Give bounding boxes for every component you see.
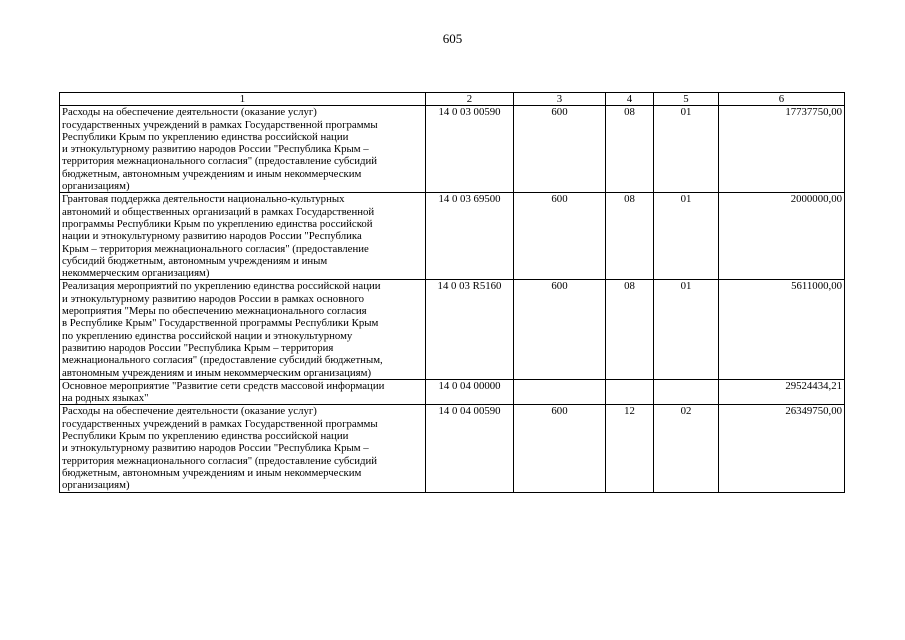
description-line: субсидий бюджетным, автономным учреждениям и иным bbox=[62, 254, 328, 267]
table-row bbox=[60, 379, 845, 405]
description-line: развитию народов России "Республика Крым – территория bbox=[62, 341, 334, 354]
row-col3 bbox=[514, 379, 606, 405]
description-line: мероприятия "Меры по обеспечению межнационального согласия bbox=[62, 305, 367, 318]
description-line: Крым – территория межнационального согласия" (предоставление bbox=[62, 242, 369, 255]
row-description bbox=[60, 379, 426, 405]
row-code: 14 0 03 R5160 bbox=[426, 280, 514, 379]
description-line: государственных учреждений в рамках Государственной программы bbox=[62, 118, 378, 131]
row-description bbox=[60, 405, 426, 492]
row-description bbox=[60, 193, 426, 280]
description-line: организациям) bbox=[62, 479, 130, 492]
column-header-5: 5 bbox=[654, 93, 719, 106]
row-col3: 600 bbox=[514, 405, 606, 492]
description-line: Расходы на обеспечение деятельности (оказание услуг) bbox=[62, 405, 317, 418]
description-line: бюджетным, автономным учреждениям и иным некоммерческим bbox=[62, 466, 362, 479]
description-line: Основное мероприятие "Развитие сети средств массовой информации bbox=[62, 379, 385, 392]
table-row bbox=[60, 405, 845, 492]
table-header-row bbox=[60, 93, 845, 106]
description-line: некоммерческим организациям) bbox=[62, 267, 210, 280]
table-row bbox=[60, 280, 845, 379]
row-amount: 17737750,00 bbox=[719, 106, 845, 193]
row-col5 bbox=[654, 379, 719, 405]
description-line: территория межнационального согласия" (предоставление субсидий bbox=[62, 454, 378, 467]
description-line: нации и этнокультурному развитию народов России "Республика bbox=[62, 230, 362, 243]
row-description bbox=[60, 280, 426, 379]
description-line: межнационального согласия" (предоставление субсидий бюджетным, bbox=[62, 354, 383, 367]
row-col4: 08 bbox=[606, 106, 654, 193]
row-amount: 5611000,00 bbox=[719, 280, 845, 379]
description-line: Республики Крым по укреплению единства российской нации bbox=[62, 430, 349, 443]
row-col5: 01 bbox=[654, 280, 719, 379]
description-line: и этнокультурному развитию народов России "Республика Крым – bbox=[62, 442, 369, 455]
description-line: Реализация мероприятий по укреплению единства российской нации bbox=[62, 280, 381, 293]
row-col4: 12 bbox=[606, 405, 654, 492]
column-header-2: 2 bbox=[426, 93, 514, 106]
description-line: и этнокультурному развитию народов России в рамках основного bbox=[62, 292, 365, 305]
row-col3: 600 bbox=[514, 280, 606, 379]
description-line: по укреплению единства российской нации и этнокультурному bbox=[62, 329, 353, 342]
description-line: автономным учреждениям и иным некоммерческим организациям) bbox=[62, 366, 372, 379]
row-code: 14 0 04 00000 bbox=[426, 379, 514, 405]
description-line: Республики Крым по укреплению единства российской нации bbox=[62, 130, 349, 143]
description-line: в Республике Крым" Государственной программы Республики Крым bbox=[62, 317, 379, 330]
description-line: Грантовая поддержка деятельности национально-культурных bbox=[62, 193, 345, 206]
column-header-1: 1 bbox=[60, 93, 426, 106]
description-line: организациям) bbox=[62, 180, 130, 193]
row-col4 bbox=[606, 379, 654, 405]
row-description bbox=[60, 106, 426, 193]
row-col3: 600 bbox=[514, 193, 606, 280]
column-header-6: 6 bbox=[719, 93, 845, 106]
row-col5: 02 bbox=[654, 405, 719, 492]
description-line: государственных учреждений в рамках Государственной программы bbox=[62, 417, 378, 430]
row-amount: 2000000,00 bbox=[719, 193, 845, 280]
description-line: программы Республики Крым по укреплению единства российской bbox=[62, 217, 373, 230]
row-code: 14 0 03 00590 bbox=[426, 106, 514, 193]
row-amount: 29524434,21 bbox=[719, 379, 845, 405]
row-col3: 600 bbox=[514, 106, 606, 193]
row-col4: 08 bbox=[606, 193, 654, 280]
budget-table bbox=[59, 92, 845, 493]
row-amount: 26349750,00 bbox=[719, 405, 845, 492]
row-col5: 01 bbox=[654, 193, 719, 280]
description-line: на родных языках" bbox=[62, 392, 149, 405]
column-header-3: 3 bbox=[514, 93, 606, 106]
description-line: Расходы на обеспечение деятельности (оказание услуг) bbox=[62, 106, 317, 119]
row-code: 14 0 03 69500 bbox=[426, 193, 514, 280]
table-row bbox=[60, 193, 845, 280]
description-line: и этнокультурному развитию народов России "Республика Крым – bbox=[62, 143, 369, 156]
row-col4: 08 bbox=[606, 280, 654, 379]
table-row bbox=[60, 106, 845, 193]
row-code: 14 0 04 00590 bbox=[426, 405, 514, 492]
description-line: бюджетным, автономным учреждениям и иным некоммерческим bbox=[62, 167, 362, 180]
page-number: 605 bbox=[442, 31, 463, 46]
row-col5: 01 bbox=[654, 106, 719, 193]
description-line: территория межнационального согласия" (предоставление субсидий bbox=[62, 155, 378, 168]
column-header-4: 4 bbox=[606, 93, 654, 106]
description-line: автономий и общественных организаций в рамках Государственной bbox=[62, 205, 375, 218]
